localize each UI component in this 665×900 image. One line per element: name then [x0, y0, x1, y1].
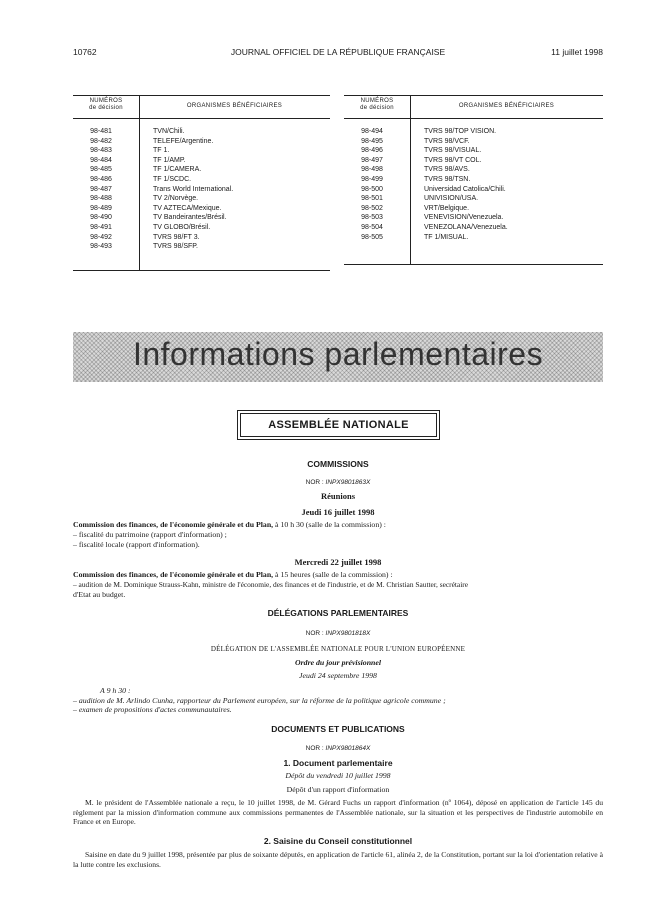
saisine-paragraph: Saisine en date du 9 juillet 1998, présentée par plus de soixante députés, en application de l'article 61, alinéa 2, de la Constitution, portant sur la loi d'orientation relative à la lutte contre les exclusions. — [73, 850, 603, 869]
decision-number: 98-488 — [90, 195, 112, 203]
page-header — [73, 47, 603, 59]
col-num-header: NUMÉROS — [360, 98, 394, 104]
deposit-paragraph: M. le président de l'Assemblée nationale a reçu, le 10 juillet 1998, de M. Gérard Fuchs un rapport d'information (nº 1064), déposé en application de l'article 145 du règlement par la mission d'information commune aux commissions permanentes de l'Assemblée nationale, sur la situation et les perspectives de l'industrie automobile en France et en Europe. — [73, 798, 603, 826]
decision-number: 98-500 — [361, 185, 383, 193]
beneficiary-organization: TF 1/AMP. — [153, 156, 186, 164]
table-row — [73, 165, 330, 175]
document-subheading-2: 2. Saisine du Conseil constitutionnel — [263, 836, 413, 846]
agenda-item: – examen de propositions d'actes communautaires. — [73, 705, 232, 714]
col-org-header: ORGANISMES BÉNÉFICIAIRES — [458, 103, 555, 109]
beneficiary-organization: TVN/Chili. — [153, 128, 185, 135]
table-row — [344, 213, 603, 223]
beneficiary-organization: TVRS 98/VISUAL. — [424, 147, 482, 155]
beneficiary-organization: VENEZOLANA/Venezuela. — [424, 223, 508, 231]
decision-number: 98-486 — [90, 175, 112, 183]
table-row — [73, 242, 330, 252]
decision-number: 98-495 — [361, 137, 383, 145]
beneficiary-organization: TELEFE/Argentine. — [153, 137, 214, 145]
assembly-section-title: ASSEMBLÉE NATIONALE — [240, 413, 437, 437]
table-header — [344, 96, 603, 119]
beneficiary-organization: TF 1. — [153, 147, 170, 155]
decision-number: 98-484 — [90, 156, 112, 164]
decision-number: 98-491 — [90, 223, 112, 231]
beneficiary-organization: Trans World International. — [153, 185, 234, 193]
table-row — [73, 233, 330, 243]
meeting-1-item: – fiscalité du patrimoine (rapport d'information) ; — [73, 530, 227, 539]
decision-number: 98-482 — [90, 137, 112, 145]
decision-number: 98-502 — [361, 204, 383, 212]
table-row — [344, 204, 603, 214]
decision-number: 98-487 — [90, 185, 112, 193]
decision-number: 98-483 — [90, 147, 112, 155]
col-num-subheader: de décision — [360, 105, 394, 111]
table-row — [344, 194, 603, 204]
table-row — [344, 146, 603, 156]
meeting-2-item: – audition de M. Dominique Strauss-Kahn, ministre de l'économie, des finances et de l'industrie, et de M. Christian Sautter, secrétaire — [73, 580, 468, 589]
decision-number: 98-481 — [90, 128, 112, 135]
table-row — [344, 156, 603, 166]
table-row — [73, 137, 330, 147]
decision-number: 98-499 — [361, 175, 383, 183]
section-banner — [73, 332, 603, 382]
decisions-table-right — [344, 95, 603, 265]
reunions-heading: Réunions — [320, 491, 355, 501]
banner-title: Informations parlementaires — [132, 336, 544, 372]
commissions-heading: COMMISSIONS — [307, 459, 369, 469]
col-org-header: ORGANISMES BÉNÉFICIAIRES — [186, 103, 283, 109]
deposit-label: Dépôt d'un rapport d'information — [286, 785, 390, 794]
decision-number: 98-505 — [361, 233, 383, 241]
beneficiary-organization: UNIVISION/USA. — [424, 195, 479, 203]
agenda-item: – audition de M. Arlindo Cunha, rapporteur du Parlement européen, sur la réforme de la politique agricole commune ; — [73, 696, 446, 705]
commissions-nor: NOR : INPX9801863X — [305, 479, 371, 486]
table-row — [344, 233, 603, 243]
beneficiary-organization: TF 1/SCDC. — [153, 175, 192, 183]
beneficiary-organization: TVRS 98/AVS. — [424, 166, 470, 174]
meeting-1-item: – fiscalité locale (rapport d'information). — [73, 540, 200, 549]
col-num-header: NUMÉROS — [89, 98, 123, 104]
table-row — [73, 175, 330, 185]
meeting-2-item-cont: d'Etat au budget. — [73, 590, 126, 599]
table-row — [73, 223, 330, 233]
beneficiary-organization: TVRS 98/VCF. — [424, 137, 470, 145]
beneficiary-organization: TV 2/Norvège. — [153, 195, 199, 203]
decision-number: 98-501 — [361, 195, 383, 203]
decision-number: 98-496 — [361, 147, 383, 155]
table-row — [73, 204, 330, 214]
decision-number: 98-503 — [361, 214, 383, 222]
beneficiary-organization: TVRS 98/VT COL. — [424, 156, 482, 164]
decision-number: 98-497 — [361, 156, 383, 164]
meeting-2: Commission des finances, de l'économie générale et du Plan, à 15 heures (salle de la commission) : — [73, 570, 393, 579]
beneficiary-organization: Universidad Catolica/Chili. — [424, 185, 506, 193]
table-row — [73, 127, 330, 137]
meeting-date-2: Mercredi 22 juillet 1998 — [294, 557, 382, 567]
col-num-subheader: de décision — [89, 105, 123, 111]
table-row — [344, 223, 603, 233]
documents-heading: DOCUMENTS ET PUBLICATIONS — [271, 724, 405, 734]
table-row — [344, 185, 603, 195]
beneficiary-organization: VENEVISION/Venezuela. — [424, 214, 504, 222]
documents-nor: NOR : INPX9801864X — [305, 745, 371, 752]
deposit-date: Dépôt du vendredi 10 juillet 1998 — [285, 771, 391, 780]
decision-number: 98-494 — [361, 128, 383, 135]
delegation-name: DÉLÉGATION DE L'ASSEMBLÉE NATIONALE POUR L'UNION EUROPÉENNE — [210, 645, 466, 653]
beneficiary-organization: TF 1/MISUAL. — [424, 233, 469, 241]
beneficiary-organization: TVRS 98/SFP. — [153, 243, 199, 251]
table-row — [344, 175, 603, 185]
decisions-table-left — [73, 95, 330, 271]
table-row — [73, 156, 330, 166]
beneficiary-organization: TV AZTECA/Mexique. — [153, 204, 222, 212]
table-row — [73, 146, 330, 156]
decision-number: 98-490 — [90, 214, 112, 222]
table-row — [73, 185, 330, 195]
table-row — [73, 194, 330, 204]
delegations-heading: DÉLÉGATIONS PARLEMENTAIRES — [267, 608, 409, 618]
issue-date: 11 juillet 1998 — [551, 47, 603, 57]
table-header — [73, 96, 330, 119]
table-row — [344, 127, 603, 137]
decision-number: 98-504 — [361, 223, 383, 231]
agenda-date: Jeudi 24 septembre 1998 — [299, 671, 377, 680]
table-row — [344, 137, 603, 147]
page-number: 10762 — [73, 47, 97, 57]
decision-number: 98-492 — [90, 233, 112, 241]
beneficiary-organization: TV GLOBO/Brésil. — [153, 223, 211, 231]
document-subheading-1: 1. Document parlementaire — [283, 758, 393, 768]
beneficiary-organization: TVRS 98/FT 3. — [153, 233, 200, 241]
beneficiary-organization: TF 1/CAMERA. — [153, 166, 202, 174]
table-row — [73, 213, 330, 223]
beneficiary-organization: TVRS 98/TSN. — [424, 175, 471, 183]
table-row — [344, 165, 603, 175]
decision-number: 98-489 — [90, 204, 112, 212]
decision-number: 98-498 — [361, 166, 383, 174]
beneficiary-organization: TVRS 98/TOP VISION. — [424, 128, 497, 135]
agenda-time: A 9 h 30 : — [100, 686, 131, 695]
agenda-heading: Ordre du jour prévisionnel — [295, 658, 381, 667]
decision-number: 98-493 — [90, 243, 112, 251]
journal-title: JOURNAL OFFICIEL DE LA RÉPUBLIQUE FRANÇAISE — [230, 47, 446, 57]
beneficiary-organization: TV Bandeirantes/Brésil. — [153, 214, 227, 222]
meeting-date-1: Jeudi 16 juillet 1998 — [301, 507, 375, 517]
beneficiary-organization: VRT/Belgique. — [424, 204, 470, 212]
decision-number: 98-485 — [90, 166, 112, 174]
meeting-1: Commission des finances, de l'économie générale et du Plan, à 10 h 30 (salle de la commission) : — [73, 520, 386, 529]
delegations-nor: NOR : INPX9801818X — [305, 630, 371, 637]
